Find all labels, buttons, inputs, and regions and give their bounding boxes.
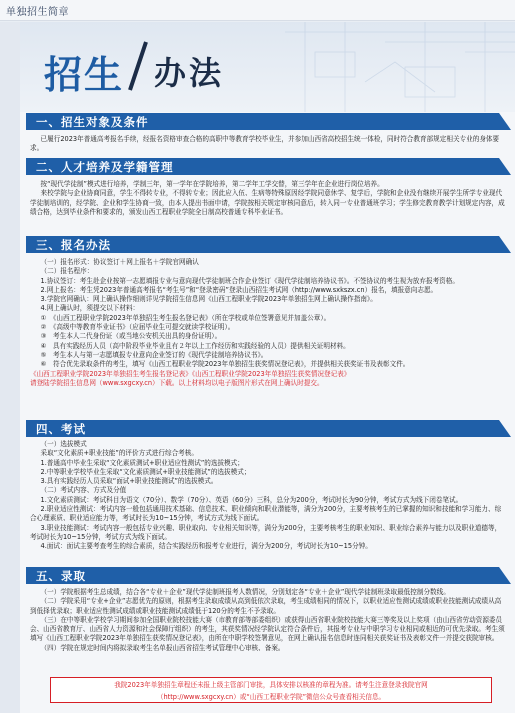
title-main: 招生 — [44, 52, 125, 97]
header-label: 单独招生简章 — [6, 7, 69, 18]
text-line: （二）考试内容、方式及分值 — [40, 486, 127, 495]
section-body-4 — [30, 440, 505, 552]
text-line: 3.学院官网确认：网上确认操作细则详见学院招生信息网《山西工程职业学院2023年单独招生网上确认操作指南》。 — [40, 295, 377, 304]
section-body-2 — [30, 180, 505, 217]
text-line: （二）学院采用“专业+企业”志愿优先的原则，根据考生录取成绩从高到低依次录取，考生成绩相同的情况下，以职业适应性测试成绩或职业技能测试成绩从高到低择优录取；职业适应性测试成绩或职业技能测试成绩低于120分的考生不予录取。 — [30, 597, 502, 615]
text-line: 3.职业技能测试：考试内容一般包括专业兴趣、职业取向、专业相关知识等，满分为200分，主要考核考生的职业知识、职业综合素养与能力以及职业道德等，考试时长为10~15分钟，考试方式为线下面试。 — [30, 523, 502, 541]
section-body-5 — [30, 588, 505, 653]
text-line: 2.网上报名：考生凭2023年普通高考报名“考生号”和“登录密码”登录山西招生考试网（http://www.sxkszx.cn）报名，填报意向志愿。 — [40, 285, 438, 294]
list-item: ③ 考生本人二代身份证（或当地公安机关出具的身份证明）。 — [40, 332, 222, 341]
section-heading-4: 四、考试 — [26, 420, 511, 437]
download-note-text: 请登陆学院招生信息网（www.sxgcxy.cn）下载。以上材料均以电子版图片形式在网上确认时提交。 — [30, 378, 324, 387]
title-second: 办法 — [154, 54, 225, 92]
list-item: ⑤ 考生本人与第一志愿填报专业意向企业签订的《现代学徒制培养协议书》。 — [40, 350, 268, 359]
list-item: ① 《山西工程职业学院2023年单独招生考生报名登记表》（所在学校或单位签署意见并加盖公章）。 — [40, 313, 331, 322]
paragraph: 来校学院与企业协商同意，学生不得转专业，不得转专业；因此应入伍、生病等特殊原因经学院同意休学、复学后，学院和企业没有继续开展学生所学专业现代学徒制培训的，经学院、企业和学生协商一致，由本人提出书面申请，学院按相关规定审核同意后，转入同一专业普通班学习；学生修完教育教学计划规定内容，成绩合格，达到毕业条件和要求的，颁发山西工程职业学院全日制高校普通专科毕业证书。 — [30, 189, 505, 216]
text-line: 1.协议签订：考生赴企业按第一志愿填报专业与意向现代学徒制班合作企业签订《现代学徒制培养协议书》。不签协议的考生视为放弃报考资格。 — [40, 276, 459, 285]
page — [20, 22, 515, 713]
notice-line-2: （http://www.sxgcxy.cn）或“山西工程职业学院”微信公众号查看相关信息。 — [156, 693, 386, 701]
text-line: （二）报名程序： — [40, 267, 94, 276]
section-heading-2: 二、人才培养及学籍管理 — [26, 158, 511, 175]
section-heading-5: 五、录取 — [26, 567, 511, 584]
section-heading-3: 三、报名办法 — [26, 236, 511, 253]
text-line: 1.普通高中毕业生采取“文化素质测试+职业适应性测试”的选拔模式； — [40, 458, 244, 467]
text-line: 4.网上确认时，须提交以下材料： — [40, 304, 140, 313]
notice-box — [50, 677, 492, 703]
text-line: （四）学院在规定时间内将拟录取考生名单报山西省招生考试管理中心审核、备案。 — [40, 643, 285, 652]
text-line: （一）学院根据考生总成绩，结合各“专业＋企业”现代学徒制班报考人数情况，分别划定各“专业＋企业”现代学徒制班录取最低控制分数线。 — [40, 588, 450, 596]
text-line: （三）在中等职业学校学习期间参加全国职业院校技能大赛（市教育部等部委组织）或获得山西省职业院校技能大赛三等奖及以上奖项（由山西省劳动资源委员会、山西省教育厅、山西省人力资源和社会保障厅组织）的考生，其获奖情况经学院认定符合条件后，其报考专业与中职学习专业相同或相近的可优先录取。考生须填写《山西工程职业学院2023年单独招生获奖情况登记表》，由所在中职学校签署意见，在网上确认报名信息时连同相关获奖证书及表彰文件一并提交获院审核。 — [30, 615, 505, 643]
list-item: ⑥ 符合优先录取条件的考生，填写《山西工程职业学院2023年单独招生获奖情况登记表》，并提供相关获奖证书及表彰文件。 — [40, 360, 410, 369]
download-forms-text: 《山西工程职业学院2023年单独招生考生报名登记表》《山西工程职业学院2023年单独招生获奖情况登记表》 — [30, 369, 351, 378]
text-line: 2.职业适应性测试：考试内容一般包括通用技术基础、信息技术、职业倾向和职业潜能等，满分为200分，主要考核考生的已掌握的知识和技能和学习能力、综合心理素质、职业适应能力等，考试时长为10~15分钟，考试方式为线下面试。 — [30, 505, 502, 523]
list-item: ④ 具有实践经历人员（高中阶段毕业毕业且有２年以上工作经历和实践经验的人员）提供相关证明材料。 — [40, 341, 350, 350]
title-banner — [20, 22, 515, 112]
paragraph: 按“现代学徒制”模式进行培养，学制三年，第一学年在学院培养，第二学年工学交替，第三学年在企业进行岗位培养。 — [40, 180, 384, 188]
slash-icon — [126, 40, 148, 92]
top-bar — [0, 0, 515, 21]
text-line: 1.文化素质测试：考试科目为语文（70分）、数学（70分）、英语（60分）三科，总分为200分，考试时长为90分钟，考试方式为线下闭卷笔试。 — [40, 495, 463, 504]
section-heading-1: 一、招生对象及条件 — [26, 113, 511, 130]
text-line: 采取“文化素质+职业技能”的评价方式进行综合考核。 — [40, 449, 198, 458]
list-item: ② 《高级中等教育毕业证书》（应届毕业生可提交就读学校证明）。 — [40, 323, 235, 332]
text-line: （一）报名形式：协议签订＋网上报名＋学院官网确认 — [40, 258, 199, 266]
paragraph: 已履行2023年普通高考报名手续，经报名资格审查合格的高职中等教育学校毕业生，并参加山西省高校招生统一体检，同时符合教育部规定相关专业的身体要求。 — [30, 135, 500, 153]
decorative-lines-icon — [285, 22, 515, 112]
section-body-1 — [30, 135, 505, 154]
text-line: 3.具有实践经历人员采取“面试+职业技能测试”的选拔模式。 — [40, 477, 218, 486]
notice-line-1: 我院2023年单独招生章程还未报上级主管部门审批，具体安排以核准的章程为准。请考生注意登录我院官网 — [114, 681, 428, 689]
text-line: 2.中等职业学校毕业生采取“文化素质测试+职业技能测试”的选拔模式； — [40, 467, 251, 476]
section-body-3 — [30, 258, 505, 388]
text-line: （一）选拔模式 — [40, 440, 87, 448]
text-line: 4.面试：面试主要考查考生的综合素质，结合实践经历和报考专业进行，满分为200分，考试时长为10~15分钟。 — [40, 542, 372, 551]
